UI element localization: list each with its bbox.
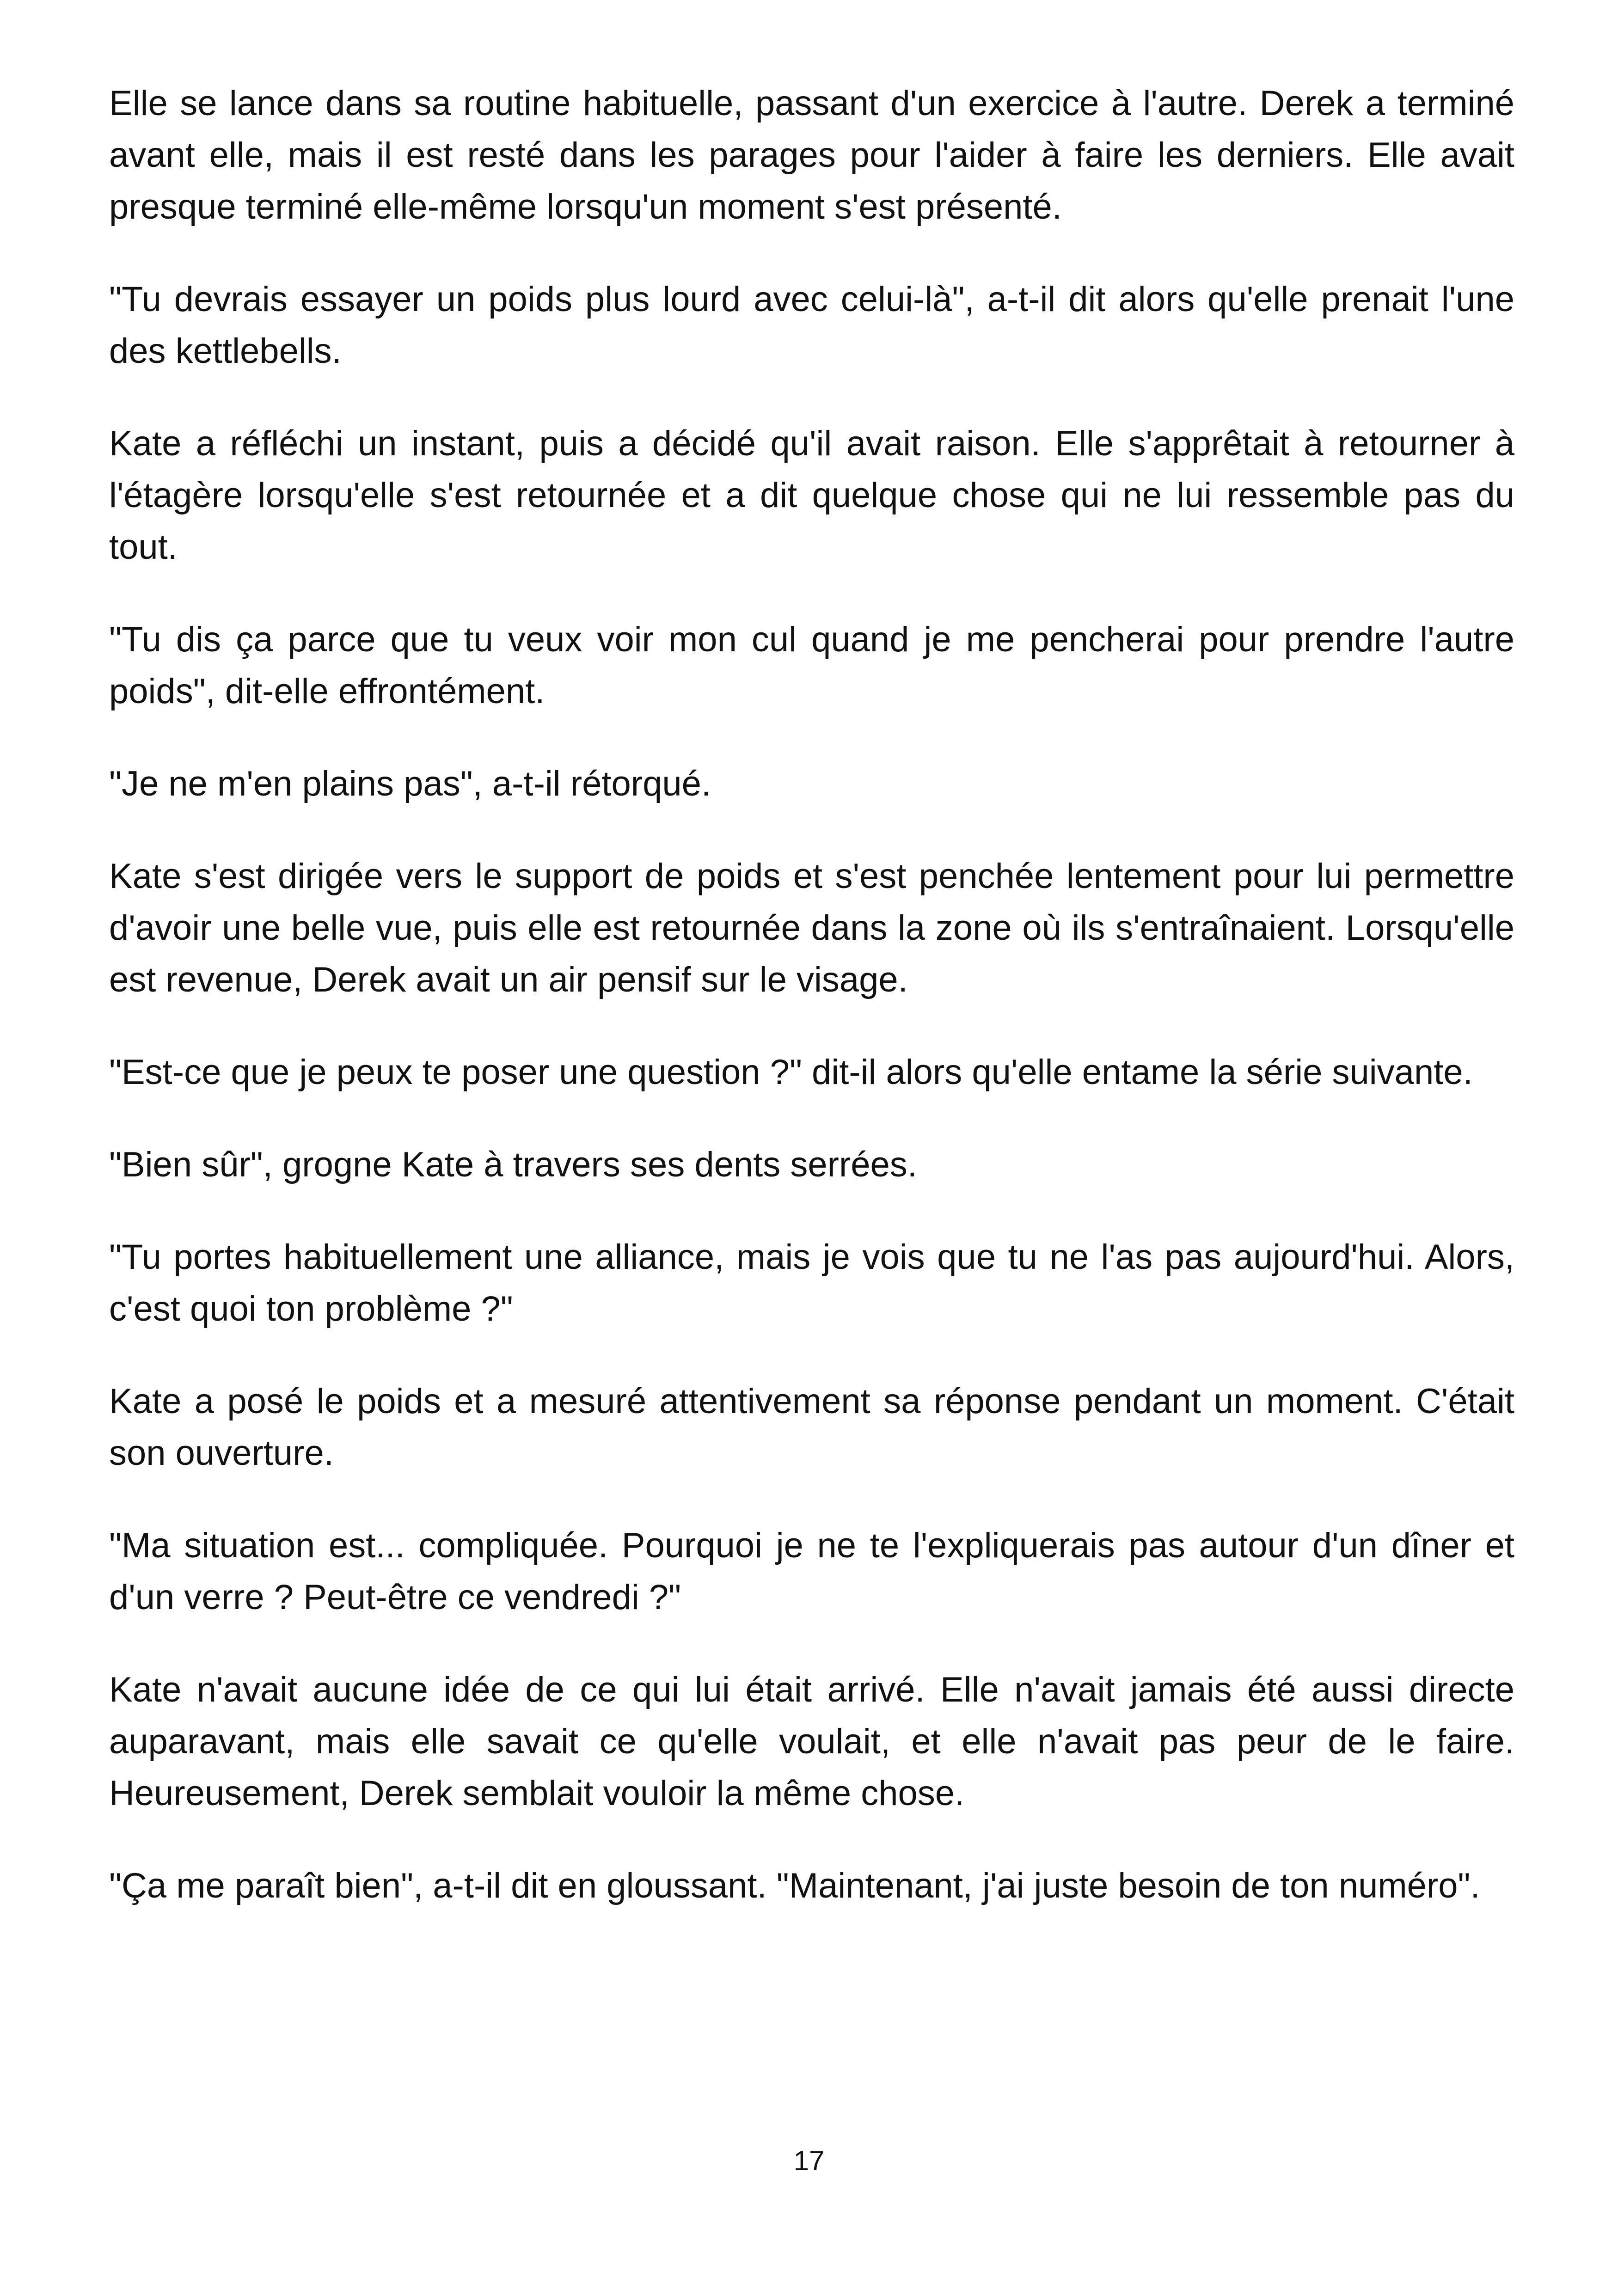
paragraph-2: "Tu devrais essayer un poids plus lourd avec celui-là", a-t-il dit alors qu'elle prenait l'une des kettlebells. bbox=[109, 280, 1514, 371]
paragraph-9: "Tu portes habituellement une alliance, mais je vois que tu ne l'as pas aujourd'hui. Alors, c'est quoi ton problème ?" bbox=[109, 1237, 1514, 1329]
paragraph-12: Kate n'avait aucune idée de ce qui lui était arrivé. Elle n'avait jamais été aussi directe auparavant, mais elle savait ce qu'elle voulait, et elle n'avait pas peur de le faire. Heureusement, Derek semblait vouloir la même chose. bbox=[109, 1670, 1514, 1813]
paragraph-8: "Bien sûr", grogne Kate à travers ses dents serrées. bbox=[109, 1145, 917, 1184]
paragraph-1: Elle se lance dans sa routine habituelle, passant d'un exercice à l'autre. Derek a terminé avant elle, mais il est resté dans les parages pour l'aider à faire les derniers. Elle avait presque terminé elle-même lorsqu'un moment s'est présenté. bbox=[109, 84, 1514, 227]
paragraph-10: Kate a posé le poids et a mesuré attentivement sa réponse pendant un moment. C'était son ouverture. bbox=[109, 1382, 1514, 1473]
body-text bbox=[109, 78, 1514, 1953]
paragraph-6: Kate s'est dirigée vers le support de poids et s'est penchée lentement pour lui permettre d'avoir une belle vue, puis elle est retournée dans la zone où ils s'entraînaient. Lorsqu'elle est revenue, Derek avait un air pensif sur le visage. bbox=[109, 857, 1514, 999]
paragraph-4: "Tu dis ça parce que tu veux voir mon cul quand je me pencherai pour prendre l'autre poids", dit-elle effrontément. bbox=[109, 620, 1514, 711]
paragraph-3: Kate a réfléchi un instant, puis a décidé qu'il avait raison. Elle s'apprêtait à retourner à l'étagère lorsqu'elle s'est retournée et a dit quelque chose qui ne lui ressemble pas du tout. bbox=[109, 424, 1514, 567]
paragraph-5: "Je ne m'en plains pas", a-t-il rétorqué. bbox=[109, 764, 711, 803]
paragraph-7: "Est-ce que je peux te poser une question ?" dit-il alors qu'elle entame la série suivante. bbox=[109, 1053, 1473, 1092]
page-number: 17 bbox=[793, 2145, 825, 2176]
paragraph-13: "Ça me paraît bien", a-t-il dit en gloussant. "Maintenant, j'ai juste besoin de ton numéro". bbox=[109, 1866, 1480, 1905]
paragraph-11: "Ma situation est... compliquée. Pourquoi je ne te l'expliquerais pas autour d'un dîner et d'un verre ? Peut-être ce vendredi ?" bbox=[109, 1526, 1514, 1617]
